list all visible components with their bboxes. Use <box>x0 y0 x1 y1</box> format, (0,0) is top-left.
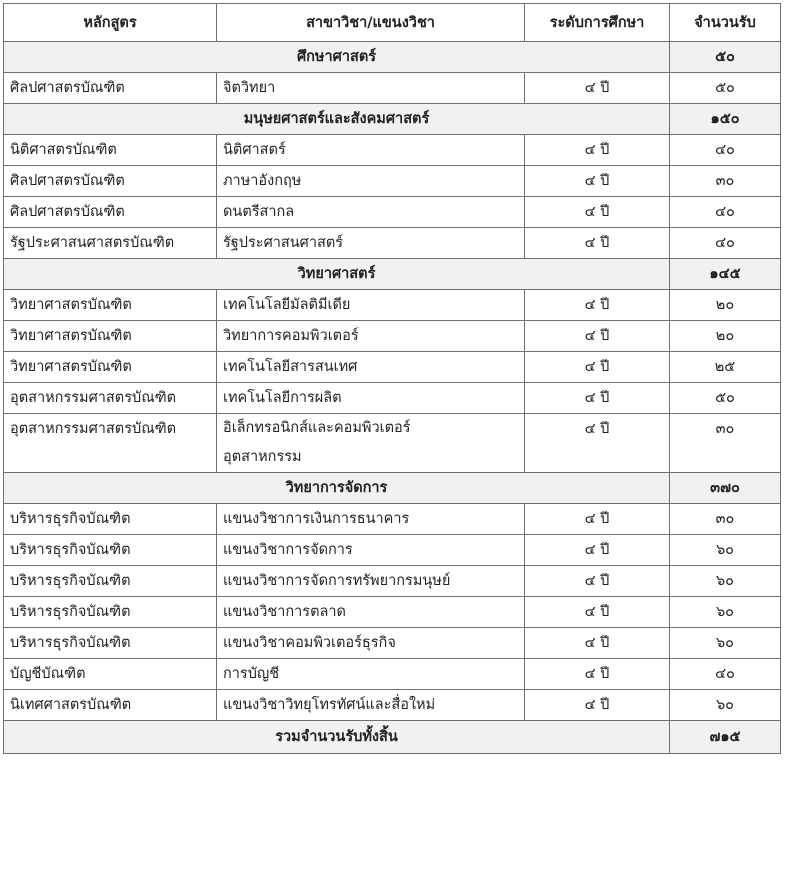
table-row <box>4 197 781 228</box>
admission-quota-table <box>3 3 780 870</box>
section-total: ๓๗๐ <box>670 473 781 504</box>
level-cell: ๔ ปี <box>525 73 670 104</box>
major-line-2: อุตสาหกรรม <box>223 449 302 465</box>
degree-cell: บริหารธุรกิจบัณฑิต <box>4 566 217 597</box>
header-degree: หลักสูตร <box>4 4 217 42</box>
major-cell: เทคโนโลยีการผลิต <box>217 383 525 414</box>
level-cell: ๔ ปี <box>525 166 670 197</box>
count-cell: ๒๐ <box>670 321 781 352</box>
table-row <box>4 690 781 721</box>
level-cell: ๔ ปี <box>525 321 670 352</box>
degree-cell: วิทยาศาสตรบัณฑิต <box>4 290 217 321</box>
major-line-1: อิเล็กทรอนิกส์และคอมพิวเตอร์ <box>223 420 411 436</box>
count-cell: ๔๐ <box>670 197 781 228</box>
degree-cell: ศิลปศาสตรบัณฑิต <box>4 166 217 197</box>
degree-cell: อุตสาหกรรมศาสตรบัณฑิต <box>4 383 217 414</box>
count-cell: ๖๐ <box>670 535 781 566</box>
level-cell: ๔ ปี <box>525 504 670 535</box>
major-cell: แขนงวิชาการเงินการธนาคาร <box>217 504 525 535</box>
level-cell: ๔ ปี <box>525 659 670 690</box>
section-name: ศึกษาศาสตร์ <box>4 42 670 73</box>
section-total: ๑๔๕ <box>670 259 781 290</box>
header-major: สาขาวิชา/แขนงวิชา <box>217 4 525 42</box>
table-row <box>4 597 781 628</box>
count-cell: ๖๐ <box>670 690 781 721</box>
grand-total-value: ๗๑๕ <box>670 721 781 754</box>
major-cell: แขนงวิชาวิทยุโทรทัศน์และสื่อใหม่ <box>217 690 525 721</box>
count-cell: ๔๐ <box>670 659 781 690</box>
major-cell: ภาษาอังกฤษ <box>217 166 525 197</box>
section-name: วิทยาการจัดการ <box>4 473 670 504</box>
degree-cell: รัฐประศาสนศาสตรบัณฑิต <box>4 228 217 259</box>
count-cell: ๔๐ <box>670 228 781 259</box>
major-cell: แขนงวิชาการตลาด <box>217 597 525 628</box>
header-level: ระดับการศึกษา <box>525 4 670 42</box>
degree-cell: บริหารธุรกิจบัณฑิต <box>4 628 217 659</box>
degree-cell: นิเทศศาสตรบัณฑิต <box>4 690 217 721</box>
level-cell: ๔ ปี <box>525 352 670 383</box>
major-cell: แขนงวิชาการจัดการ <box>217 535 525 566</box>
table-row <box>4 535 781 566</box>
table-row <box>4 228 781 259</box>
table-row <box>4 166 781 197</box>
table-row <box>4 504 781 535</box>
degree-cell: บริหารธุรกิจบัณฑิต <box>4 504 217 535</box>
count-cell: ๖๐ <box>670 597 781 628</box>
table-row <box>4 628 781 659</box>
table-row <box>4 352 781 383</box>
degree-cell: ศิลปศาสตรบัณฑิต <box>4 197 217 228</box>
section-row <box>4 259 781 290</box>
table-row <box>4 383 781 414</box>
table-row <box>4 321 781 352</box>
level-cell: ๔ ปี <box>525 690 670 721</box>
table-row <box>4 659 781 690</box>
count-cell: ๓๐ <box>670 504 781 535</box>
major-cell: เทคโนโลยีมัลติมีเดีย <box>217 290 525 321</box>
major-cell <box>217 414 525 473</box>
level-cell: ๔ ปี <box>525 383 670 414</box>
degree-cell: นิติศาสตรบัณฑิต <box>4 135 217 166</box>
section-total: ๑๕๐ <box>670 104 781 135</box>
degree-cell: ศิลปศาสตรบัณฑิต <box>4 73 217 104</box>
count-cell: ๖๐ <box>670 628 781 659</box>
major-cell: รัฐประศาสนศาสตร์ <box>217 228 525 259</box>
count-cell: ๓๐ <box>670 414 781 473</box>
section-name: มนุษยศาสตร์และสังคมศาสตร์ <box>4 104 670 135</box>
count-cell: ๕๐ <box>670 73 781 104</box>
major-cell: การบัญชี <box>217 659 525 690</box>
count-cell: ๖๐ <box>670 566 781 597</box>
level-cell: ๔ ปี <box>525 566 670 597</box>
level-cell: ๔ ปี <box>525 535 670 566</box>
degree-cell: วิทยาศาสตรบัณฑิต <box>4 321 217 352</box>
level-cell: ๔ ปี <box>525 414 670 473</box>
major-cell: วิทยาการคอมพิวเตอร์ <box>217 321 525 352</box>
major-cell: แขนงวิชาคอมพิวเตอร์ธุรกิจ <box>217 628 525 659</box>
header-count: จำนวนรับ <box>670 4 781 42</box>
count-cell: ๓๐ <box>670 166 781 197</box>
degree-cell: บริหารธุรกิจบัณฑิต <box>4 597 217 628</box>
degree-cell: วิทยาศาสตรบัณฑิต <box>4 352 217 383</box>
count-cell: ๔๐ <box>670 135 781 166</box>
level-cell: ๔ ปี <box>525 135 670 166</box>
count-cell: ๒๕ <box>670 352 781 383</box>
level-cell: ๔ ปี <box>525 290 670 321</box>
degree-cell: บริหารธุรกิจบัณฑิต <box>4 535 217 566</box>
degree-cell: บัญชีบัณฑิต <box>4 659 217 690</box>
section-row <box>4 473 781 504</box>
major-cell: เทคโนโลยีสารสนเทศ <box>217 352 525 383</box>
table-header-row <box>4 4 781 42</box>
table-row <box>4 414 781 473</box>
section-name: วิทยาศาสตร์ <box>4 259 670 290</box>
table-row <box>4 73 781 104</box>
grand-total-label: รวมจำนวนรับทั้งสิ้น <box>4 721 670 754</box>
grand-total-row <box>4 721 781 754</box>
count-cell: ๕๐ <box>670 383 781 414</box>
major-cell: นิติศาสตร์ <box>217 135 525 166</box>
table-row <box>4 290 781 321</box>
level-cell: ๔ ปี <box>525 197 670 228</box>
table-row <box>4 566 781 597</box>
section-row <box>4 104 781 135</box>
table-row <box>4 135 781 166</box>
major-cell: จิตวิทยา <box>217 73 525 104</box>
count-cell: ๒๐ <box>670 290 781 321</box>
level-cell: ๔ ปี <box>525 628 670 659</box>
major-cell: ดนตรีสากล <box>217 197 525 228</box>
section-total: ๕๐ <box>670 42 781 73</box>
section-row <box>4 42 781 73</box>
level-cell: ๔ ปี <box>525 597 670 628</box>
major-cell: แขนงวิชาการจัดการทรัพยากรมนุษย์ <box>217 566 525 597</box>
level-cell: ๔ ปี <box>525 228 670 259</box>
degree-cell: อุตสาหกรรมศาสตรบัณฑิต <box>4 414 217 473</box>
